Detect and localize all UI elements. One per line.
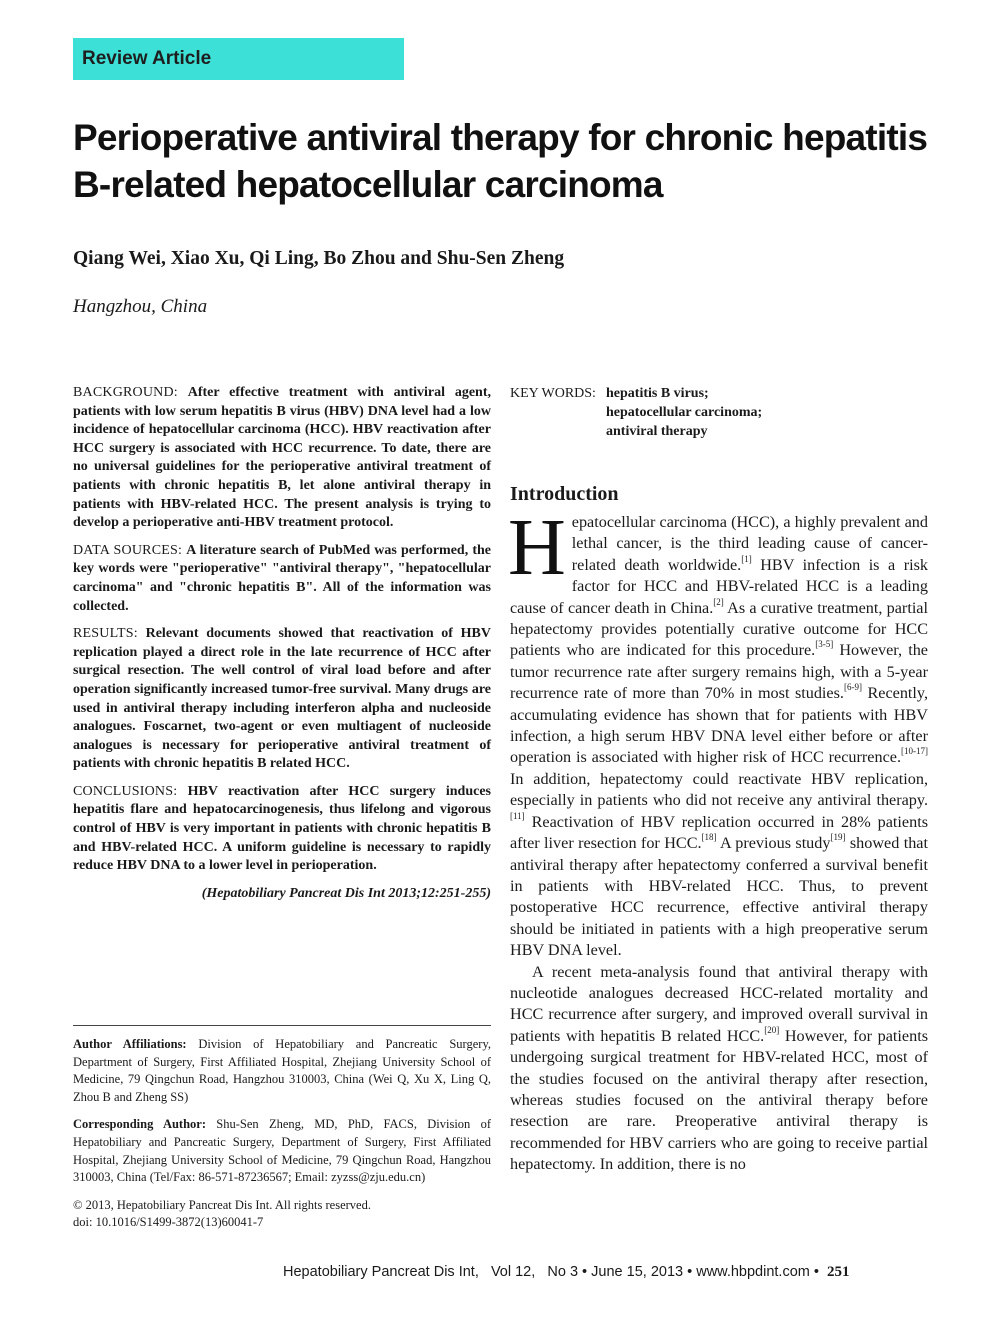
reference-citation: [3-5] — [815, 639, 834, 650]
abstract-background — [73, 384, 491, 533]
footer-issue: No 3 — [547, 1264, 579, 1280]
body-text: In addition, hepatectomy could reactivate HBV replication, especially in patients who did not receive any antiviral therapy. — [510, 769, 928, 810]
footnotes — [73, 1036, 491, 1232]
author-affiliations — [73, 1036, 491, 1106]
article-type-badge: Review Article — [73, 38, 404, 80]
footer-separator: • — [813, 1264, 819, 1280]
abstract-label: CONCLUSIONS: — [73, 783, 178, 799]
body-text: A previous study — [716, 834, 831, 853]
abstract — [73, 384, 491, 912]
footnote-text: Division of Hepatobiliary and Pancreatic Surgery, Department of Surgery, First Affiliated Hospital, Zhejiang University School of Medicine, 79 Qingchun Road, Hangzhou 310003, China (Wei Q, Xu X, Ling Q, Zhou B and Zheng SS) — [73, 1037, 492, 1104]
body-text: Recently, accumulating evidence has shown that for patients with HBV infection, a high serum HBV DNA level either before or after operation is associated with higher risk of HCC recurrence. — [510, 684, 929, 767]
reference-citation: [1] — [741, 553, 752, 564]
footer-volume: Vol 12, — [490, 1264, 536, 1280]
abstract-results — [73, 625, 491, 774]
abstract-text: HBV reactivation after HCC surgery induces hepatitis flare and hepatocarcinogenesis, thus lifelong and vigorous control of HBV is very important in patients with chronic hepatitis B and HBV-related HCC. A uniform guideline is necessary to rapidly reduce HBV DNA to a lower level in perioperation. — [73, 783, 492, 874]
footnote-text: Shu-Sen Zheng, MD, PhD, FACS, Division of Hepatobiliary and Pancreatic Surgery, Department of Surgery, First Affiliated Hospital, Zhejiang University School of Medicine, 79 Qingchun Road, Hangzhou 310003, China (Tel/Fax: 86-571-87236567; Email: zyzss@zju.edu.cn) — [73, 1117, 492, 1185]
author-location: Hangzhou, China — [73, 296, 208, 317]
body-text: As a curative treatment, partial hepatectomy provides potentially curative outcome for HCC patients who are indicated for this procedure. — [510, 598, 928, 660]
section-heading-introduction: Introduction — [510, 483, 619, 505]
copyright-notice: © 2013, Hepatobiliary Pancreat Dis Int. All rights reserved. — [73, 1197, 371, 1212]
drop-cap: H — [508, 504, 566, 592]
keywords-label: KEY WORDS: — [510, 386, 596, 401]
abstract-text: After effective treatment with antiviral agent, patients with low serum hepatitis B virus (HBV) DNA level had a low incidence of hepatocellular carcinoma (HCC). HBV reactivation after HCC surgery is associated with HCC recurrence. To date, there are no universal guidelines for the perioperative antiviral treatment of patients with chronic hepatitis B, let alone antiviral therapy in patients with HBV-related HCC. The present analysis is trying to develop a perioperative anti-HBV treatment protocol. — [73, 385, 492, 531]
reference-citation: [18] — [701, 832, 717, 843]
keyword-item: hepatocellular carcinoma; — [606, 405, 763, 420]
doi: doi: 10.1016/S1499-3872(13)60041-7 — [73, 1215, 264, 1230]
intro-paragraph-2 — [510, 962, 928, 1176]
author-list: Qiang Wei, Xiao Xu, Qi Ling, Bo Zhou and Shu-Sen Zheng — [73, 248, 565, 269]
body-text: However, for patients undergoing surgical treatment for HBV-related HCC, most of the studies focused on the antiviral therapy after resection, whereas studies focused on the antiviral therapy before resection are rare. Preoperative antiviral therapy is recommended for HBV carriers who are going to receive partial hepatectomy. In addition, there is no — [510, 1026, 928, 1174]
footer-separator: • — [582, 1264, 588, 1280]
journal-citation: (Hepatobiliary Pancreat Dis Int 2013;12:251-255) — [201, 885, 491, 901]
footer-date: June 15, 2013 — [591, 1264, 684, 1280]
reference-citation: [6-9] — [843, 682, 862, 693]
body-text: A recent meta-analysis found that antiviral therapy with nucleotide analogues decreased HCC-related mortality and HCC recurrence after surgery, and improved overall survival in patients with hepatitis B related HCC. — [510, 962, 928, 1045]
abstract-conclusions — [73, 783, 491, 876]
abstract-text: Relevant documents showed that reactivation of HBV replication played a direct role in the late recurrence of HCC after surgical resection. The well control of viral load before and after operation significantly increased tumor-free survival. Many drugs are used in antiviral therapy including interferon alpha and nucleoside analogues. Foscarnet, two-agent or even multiagent of nucleoside analogues is necessary for perioperative antiviral treatment of patients with chronic hepatitis B related HCC. — [73, 626, 492, 772]
reference-citation: [11] — [510, 810, 525, 821]
reference-citation: [10-17] — [901, 746, 928, 757]
article-title: Perioperative antiviral therapy for chronic hepatitis B-related hepatocellular carcinoma — [73, 117, 928, 205]
reference-citation: [2] — [713, 596, 724, 607]
reference-citation: [20] — [764, 1024, 780, 1035]
footer-website-link[interactable]: www.hbpdint.com — [696, 1264, 810, 1280]
page-footer — [283, 1264, 933, 1281]
abstract-data-sources — [73, 542, 491, 616]
introduction-body — [508, 504, 929, 1176]
body-text: epatocellular carcinoma (HCC), a highly prevalent and lethal cancer, is the third leading cause of cancer-related death worldwide. — [571, 513, 928, 574]
body-text: Reactivation of HBV replication occurred in 28% patients after liver resection for HCC. — [510, 812, 928, 853]
corresponding-author — [73, 1116, 491, 1186]
footnote-label: Author Affiliations: — [73, 1037, 187, 1051]
footnote-label: Corresponding Author: — [73, 1117, 206, 1132]
footer-journal: Hepatobiliary Pancreat Dis Int, — [283, 1264, 479, 1280]
keyword-item: antiviral therapy — [606, 424, 708, 439]
page-number: 251 — [827, 1264, 850, 1280]
intro-paragraph-1 — [508, 504, 929, 962]
abstract-label: BACKGROUND: — [73, 385, 178, 400]
body-text: However, the tumor recurrence rate after surgery remains high, with a 5-year recurrence rate of more than 70% in most studies. — [510, 641, 928, 703]
abstract-label: RESULTS: — [73, 626, 138, 642]
footer-separator: • — [687, 1264, 693, 1280]
body-text: HBV infection is a risk factor for HCC and HBV-related HCC is a leading cause of cancer death in China. — [510, 555, 928, 617]
reference-citation: [19] — [830, 832, 846, 843]
keyword-item: hepatitis B virus; — [606, 386, 709, 401]
abstract-label: DATA SOURCES: — [73, 542, 183, 558]
keywords-list — [606, 384, 906, 441]
body-text: showed that antiviral therapy after hepatectomy conferred a survival benefit in patients with HBV-related HCC. Thus, to prevent postoperative HCC recurrence, effective antiviral therapy should be initiated in patients with a high preoperative serum HBV DNA level. — [510, 834, 928, 960]
abstract-text: A literature search of PubMed was performed, the key words were "perioperative" "antiviral therapy", "hepatocellular carcinoma" and "chronic hepatitis B". All of the information was collected. — [73, 542, 491, 614]
footnote-divider — [73, 1025, 491, 1026]
